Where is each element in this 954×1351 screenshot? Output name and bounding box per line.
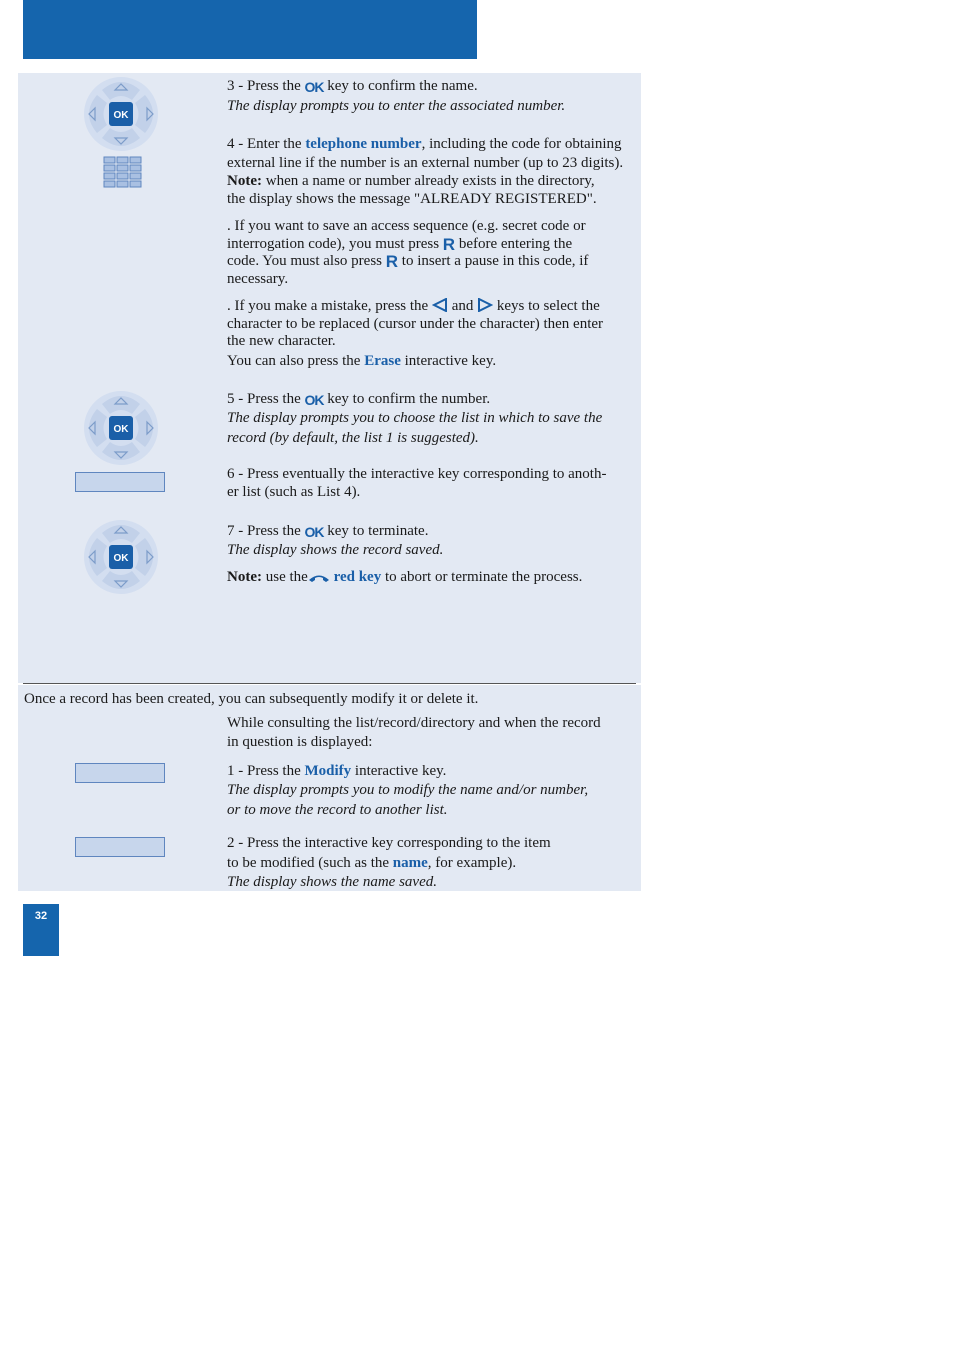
step-5-result-1: The display prompts you to choose the list in which to save the (227, 410, 603, 426)
r-key-icon: R (385, 252, 399, 271)
modify-while-2: in question is displayed: (227, 734, 373, 750)
step-7: 7 - Press the OK key to terminate. (227, 523, 429, 540)
step-6-line2: er list (such as List 4). (227, 484, 361, 500)
r-key-icon: R (442, 235, 456, 254)
ok-key-icon: OK (304, 79, 324, 95)
step-4: 4 - Enter the telephone number, including the code for obtaining (227, 136, 622, 152)
step-7-result: The display shows the record saved. (227, 542, 444, 558)
modify-intro: Once a record has been created, you can subsequently modify it or delete it. (24, 691, 479, 707)
page-number: 32 (23, 904, 59, 956)
modify-step-1-result-1: The display prompts you to modify the name and/or number, (227, 782, 589, 798)
modify-step-2-line1: 2 - Press the interactive key corresponding to the item (227, 835, 551, 851)
svg-text:OK: OK (113, 110, 129, 121)
keypad-icon (103, 156, 143, 190)
modify-step-1-result-2: or to move the record to another list. (227, 802, 448, 818)
header-bar (23, 0, 477, 59)
access-line-1: . If you want to save an access sequence (e.g. secret code or (227, 218, 586, 234)
step-3-result: The display prompts you to enter the associated number. (227, 98, 566, 114)
svg-text:OK: OK (113, 424, 129, 435)
step-6-line1: 6 - Press eventually the interactive key corresponding to anoth- (227, 466, 607, 482)
modify-step-2-line2: to be modified (such as the name, for example). (227, 855, 517, 871)
step-7-note: Note: use the red key to abort or terminate the process. (227, 569, 583, 585)
step-4-note: Note: when a name or number already exists in the directory, (227, 173, 595, 189)
access-line-3: code. You must also press R to insert a pause in this code, if (227, 252, 589, 271)
soft-key-icon (75, 472, 165, 492)
step-5: 5 - Press the OK key to confirm the number. (227, 391, 491, 408)
ok-key-icon: OK (304, 392, 324, 408)
soft-key-icon (75, 763, 165, 783)
right-arrow-icon (477, 298, 493, 312)
mistake-line-3: the new character. (227, 333, 336, 349)
modify-step-2-result: The display shows the name saved. (227, 874, 437, 890)
modify-step-1: 1 - Press the Modify interactive key. (227, 763, 447, 779)
erase-line: You can also press the Erase interactive key. (227, 353, 497, 369)
red-key-handset-icon (308, 573, 330, 583)
step-4-line2: external line if the number is an external number (up to 23 digits). (227, 155, 624, 171)
step-3: 3 - Press the OK key to confirm the name. (227, 78, 478, 95)
step-4-line4: the display shows the message "ALREADY REGISTERED". (227, 191, 597, 207)
ok-key-icon: OK (304, 524, 324, 540)
navigator-ok-icon (81, 390, 161, 466)
navigator-ok-icon (81, 519, 161, 595)
navigator-ok-icon (81, 76, 161, 152)
step-5-result-2: record (by default, the list 1 is suggested). (227, 430, 479, 446)
soft-key-icon (75, 837, 165, 857)
svg-text:OK: OK (113, 553, 129, 564)
section-divider (23, 683, 636, 684)
access-line-4: necessary. (227, 271, 289, 287)
mistake-line-2: character to be replaced (cursor under the character) then enter (227, 316, 604, 332)
left-arrow-icon (432, 298, 448, 312)
mistake-line-1: . If you make a mistake, press the and keys to select the (227, 298, 600, 314)
access-line-2: interrogation code), you must press R before entering the (227, 235, 573, 254)
modify-while-1: While consulting the list/record/directory and when the record (227, 715, 601, 731)
